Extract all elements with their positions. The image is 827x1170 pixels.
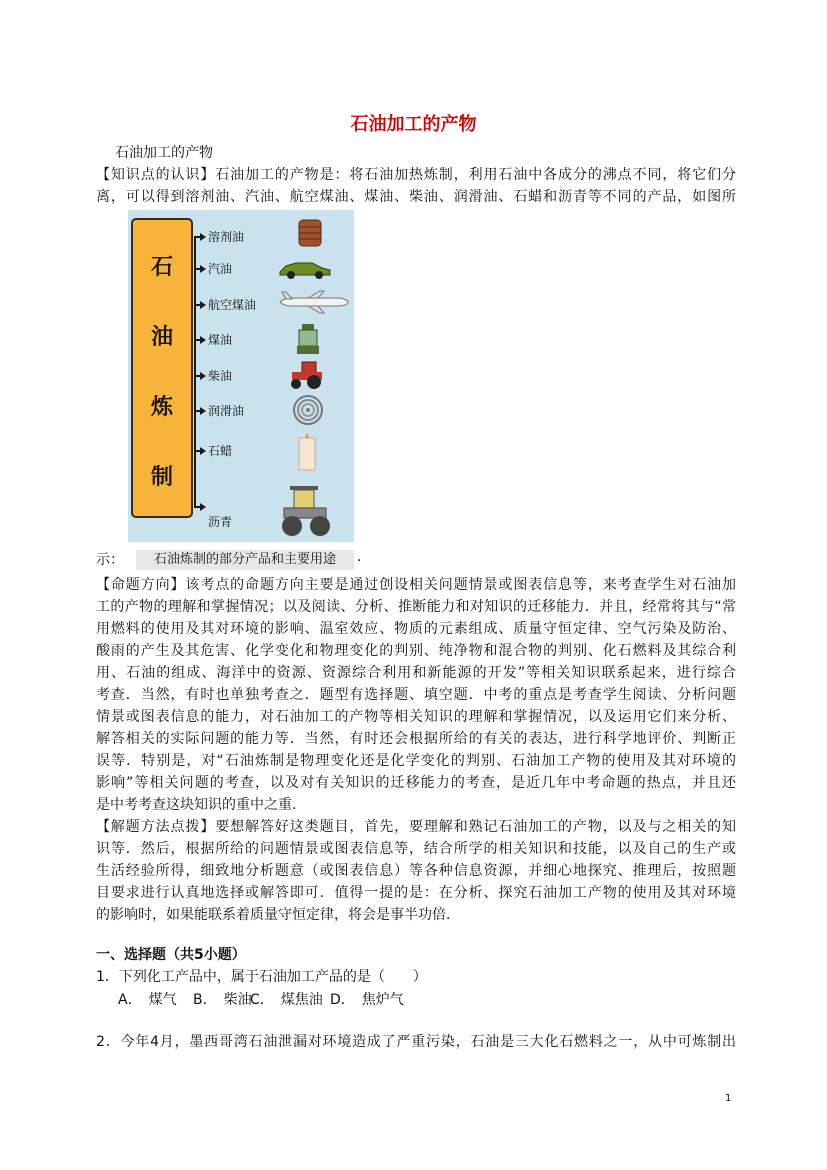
tractor-icon — [288, 358, 328, 390]
arrow-icon — [200, 503, 206, 511]
airplane-icon — [278, 290, 350, 314]
paragraph-line: 离，可以得到溶剂油、汽油、航空煤油、煤油、柴油、润滑油、石蜡和沥青等不同的产品，如图所 — [96, 189, 736, 205]
option-a: A． 煤气 — [118, 992, 177, 1008]
paragraph-line: 用燃料的使用及其对环境的影响、温室效应、物质的元素组成、质量守恒定律、空气污染及防治、 — [96, 621, 736, 637]
product-label: 航空煤油 — [208, 298, 257, 312]
refining-bar — [131, 218, 193, 518]
page-title: 石油加工的产物 — [350, 114, 477, 135]
product-label: 汽油 — [208, 262, 233, 276]
paragraph-line: 【解题方法点拨】要想解答好这类题目，首先，要理解和熟记石油加工的产物，以及与之相关的知 — [96, 819, 736, 835]
candle-icon — [296, 432, 318, 472]
paragraph-line: 【命题方向】该考点的命题方向主要是通过创设相关问题情景或图表信息等，来考查学生对石油加 — [96, 577, 736, 593]
bar-char: 石 — [150, 255, 173, 280]
option-b: B． 柴油 — [193, 992, 252, 1008]
arrow-icon — [200, 336, 206, 344]
paragraph-line: 的影响时，如果能联系着质量守恒定律，将会是事半功倍． — [96, 907, 460, 923]
section-heading: 一、选择题（共5小题） — [96, 947, 246, 963]
paragraph-line: 误等．特别是，对“石油炼制是物理变化还是化学变化的判别、石油加工产物的使用及其对环境的 — [96, 753, 736, 769]
refining-figure — [128, 210, 354, 542]
option-c: C． 煤焦油 — [250, 992, 323, 1008]
product-label: 溶剂油 — [208, 230, 245, 244]
paragraph-line: 酸雨的产生及其危害、化学变化和物理变化的判别、纯净物和混合物的判别、化石燃料及其综合利 — [96, 643, 736, 659]
bar-char: 制 — [150, 465, 173, 490]
product-label: 润滑油 — [208, 404, 245, 418]
paragraph-line: 目要求进行认真地选择或解答即可．值得一提的是：在分析、探究石油加工产物的使用及其对环境 — [96, 885, 736, 901]
paragraph-line: 考查．当然，有时也单独考查之．题型有选择题、填空题．中考的重点是考查学生阅读、分析问题 — [96, 687, 736, 703]
connector-line — [194, 236, 196, 508]
paragraph-line: 用、石油的组成、海洋中的资源、资源综合利用和新能源的开发”等相关知识联系起来，进行综合 — [96, 665, 736, 681]
arrow-icon — [200, 407, 206, 415]
car-icon — [278, 258, 332, 280]
bar-char: 炼 — [150, 395, 173, 420]
paragraph-line: 【知识点的认识】石油加工的产物是：将石油加热炼制，利用石油中各成分的沸点不同，将它们分 — [96, 167, 736, 183]
arrow-icon — [200, 447, 206, 455]
coil-icon — [292, 394, 324, 426]
paragraph-line: 工的产物的理解和掌握情况；以及阅读、分析、推断能力和对知识的迁移能力．并且，经常将其与“常 — [96, 599, 736, 615]
paragraph-line: 解答相关的实际问题的能力等．当然，有时还会根据所给的有关的表达，进行科学地评价、判断正 — [96, 731, 736, 747]
product-label: 柴油 — [208, 369, 233, 383]
question-stem: 1．下列化工产品中，属于石油加工产品的是（ ） — [96, 969, 427, 985]
product-label: 石蜡 — [208, 444, 233, 458]
subtitle: 石油加工的产物 — [115, 145, 213, 161]
paragraph-line: 影响”等相关问题的考查，以及对有关知识的迁移能力的考查，是近几年中考命题的热点，并且还 — [96, 775, 736, 791]
paragraph-line: 情景或图表信息的能力，对石油加工的产物等相关知识的理解和掌握情况，以及运用它们来分析、 — [96, 709, 736, 725]
caption-suffix: . — [357, 549, 362, 565]
arrow-icon — [200, 301, 206, 309]
barrel-icon — [296, 218, 324, 248]
road-roller-icon — [276, 482, 340, 538]
arrow-icon — [200, 265, 206, 273]
arrow-icon — [200, 233, 206, 241]
page-number: 1 — [725, 1093, 732, 1104]
paragraph-line: 生活经验所得，细致地分析题意（或图表信息）等各种信息资源，并细心地探究、推理后，按照题 — [96, 863, 736, 879]
question-stem: 2．今年4月，墨西哥湾石油泄漏对环境造成了严重污染，石油是三大化石燃料之一，从中可炼制出 — [96, 1034, 736, 1050]
product-label: 煤油 — [208, 333, 233, 347]
lamp-icon — [294, 322, 322, 356]
figure-caption: 石油炼制的部分产品和主要用途 — [136, 550, 354, 570]
arrow-icon — [200, 372, 206, 380]
paragraph-line: 识等．然后，根据所给的问题情景或图表信息等，结合所学的相关知识和技能，以及自己的生产或 — [96, 841, 736, 857]
paragraph-line: 是中考考查这块知识的重中之重． — [96, 797, 306, 813]
product-label: 沥青 — [208, 515, 233, 529]
bar-char: 油 — [150, 325, 173, 350]
caption-prefix: 示： — [96, 552, 124, 568]
option-d: D． 焦炉气 — [330, 992, 404, 1008]
